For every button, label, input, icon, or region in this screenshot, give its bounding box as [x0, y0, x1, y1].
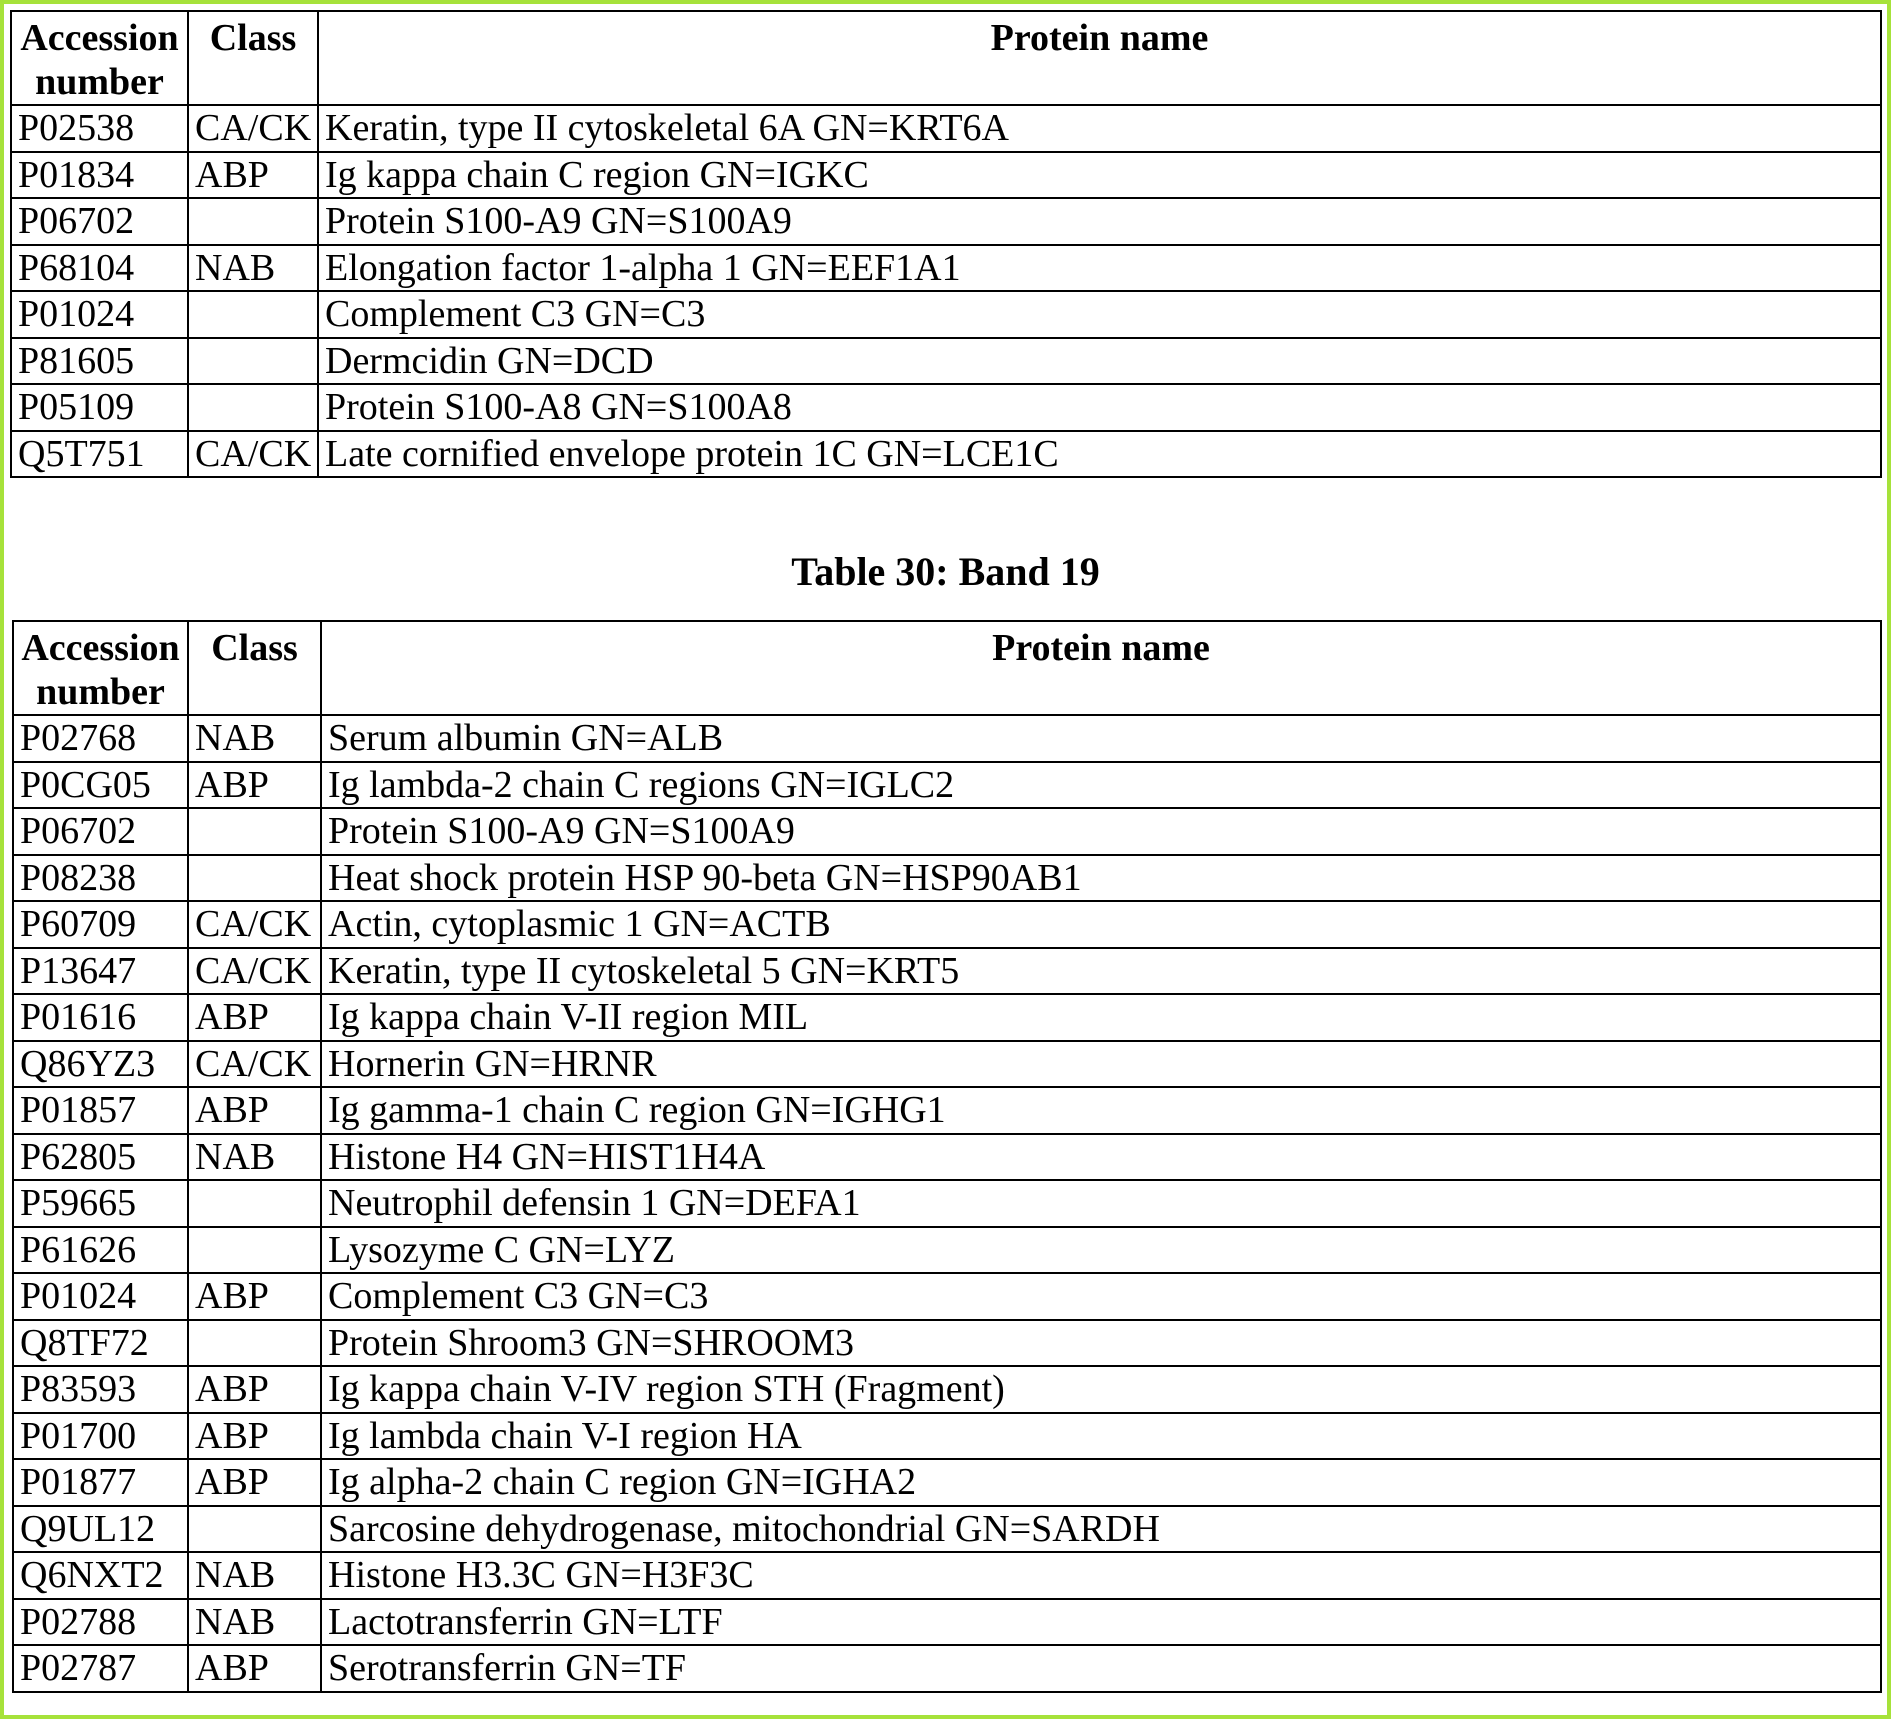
protein-name-cell: Ig kappa chain V-IV region STH (Fragment) [321, 1366, 1881, 1413]
protein-name-cell: Elongation factor 1-alpha 1 GN=EEF1A1 [318, 245, 1881, 292]
accession-cell: P01700 [13, 1413, 188, 1460]
protein-name-cell: Complement C3 GN=C3 [318, 291, 1881, 338]
class-cell: CA/CK [188, 105, 318, 152]
class-cell [188, 291, 318, 338]
accession-cell: P02788 [13, 1599, 188, 1646]
accession-cell: P60709 [13, 901, 188, 948]
protein-name-cell: Keratin, type II cytoskeletal 6A GN=KRT6A [318, 105, 1881, 152]
table-caption: Table 30: Band 19 [791, 549, 1100, 594]
table-row [13, 1552, 1881, 1599]
class-cell [188, 1506, 321, 1553]
table-row [11, 152, 1881, 199]
accession-cell: P59665 [13, 1180, 188, 1227]
header-accession-number: Accession number [11, 11, 188, 105]
accession-cell: P83593 [13, 1366, 188, 1413]
table-row [13, 1180, 1881, 1227]
class-cell: ABP [188, 1366, 321, 1413]
protein-table-top [10, 10, 1882, 478]
header-class: Class [188, 11, 318, 105]
table-row [13, 715, 1881, 762]
class-cell: ABP [188, 152, 318, 199]
table-row [13, 855, 1881, 902]
class-cell: NAB [188, 1599, 321, 1646]
accession-cell: P61626 [13, 1227, 188, 1274]
table-row [13, 1227, 1881, 1274]
class-cell [188, 808, 321, 855]
protein-name-cell: Ig kappa chain V-II region MIL [321, 994, 1881, 1041]
accession-cell: P01024 [11, 291, 188, 338]
table-row [11, 245, 1881, 292]
class-cell [188, 855, 321, 902]
protein-name-cell: Hornerin GN=HRNR [321, 1041, 1881, 1088]
accession-cell: Q8TF72 [13, 1320, 188, 1367]
class-cell: NAB [188, 715, 321, 762]
protein-name-cell: Ig gamma-1 chain C region GN=IGHG1 [321, 1087, 1881, 1134]
class-cell: ABP [188, 1413, 321, 1460]
protein-name-cell: Histone H4 GN=HIST1H4A [321, 1134, 1881, 1181]
accession-cell: P08238 [13, 855, 188, 902]
table-row [13, 901, 1881, 948]
table-row [13, 1041, 1881, 1088]
class-cell: ABP [188, 762, 321, 809]
table-row [13, 762, 1881, 809]
accession-cell: P01877 [13, 1459, 188, 1506]
accession-cell: P01834 [11, 152, 188, 199]
class-cell: CA/CK [188, 901, 321, 948]
class-cell: CA/CK [188, 1041, 321, 1088]
table-row [13, 808, 1881, 855]
table-row [11, 105, 1881, 152]
class-cell: NAB [188, 1134, 321, 1181]
table-row [13, 1459, 1881, 1506]
table-row [13, 994, 1881, 1041]
table-row [13, 1134, 1881, 1181]
table-row [11, 338, 1881, 385]
table-row [11, 431, 1881, 478]
table-row [13, 1413, 1881, 1460]
accession-cell: P01616 [13, 994, 188, 1041]
protein-name-cell: Histone H3.3C GN=H3F3C [321, 1552, 1881, 1599]
protein-name-cell: Lysozyme C GN=LYZ [321, 1227, 1881, 1274]
accession-cell: Q6NXT2 [13, 1552, 188, 1599]
protein-name-cell: Serotransferrin GN=TF [321, 1645, 1881, 1692]
protein-name-cell: Protein S100-A9 GN=S100A9 [318, 198, 1881, 245]
class-cell: ABP [188, 994, 321, 1041]
class-cell: ABP [188, 1273, 321, 1320]
accession-cell: P62805 [13, 1134, 188, 1181]
header-class: Class [188, 621, 321, 715]
protein-name-cell: Protein S100-A9 GN=S100A9 [321, 808, 1881, 855]
table-header-row [13, 621, 1881, 715]
accession-cell: Q9UL12 [13, 1506, 188, 1553]
table-row [13, 1320, 1881, 1367]
protein-name-cell: Protein Shroom3 GN=SHROOM3 [321, 1320, 1881, 1367]
accession-cell: P02538 [11, 105, 188, 152]
protein-name-cell: Heat shock protein HSP 90-beta GN=HSP90AB1 [321, 855, 1881, 902]
class-cell: NAB [188, 1552, 321, 1599]
accession-cell: P68104 [11, 245, 188, 292]
protein-name-cell: Ig lambda chain V-I region HA [321, 1413, 1881, 1460]
table-row [11, 198, 1881, 245]
header-accession-number: Accession number [13, 621, 188, 715]
protein-name-cell: Neutrophil defensin 1 GN=DEFA1 [321, 1180, 1881, 1227]
accession-cell: P01857 [13, 1087, 188, 1134]
accession-cell: Q86YZ3 [13, 1041, 188, 1088]
table-row [13, 1645, 1881, 1692]
accession-cell: P81605 [11, 338, 188, 385]
accession-cell: P0CG05 [13, 762, 188, 809]
class-cell: CA/CK [188, 431, 318, 478]
table-row [13, 1273, 1881, 1320]
table-row [13, 1087, 1881, 1134]
header-protein-name: Protein name [321, 621, 1881, 715]
protein-name-cell: Ig alpha-2 chain C region GN=IGHA2 [321, 1459, 1881, 1506]
class-cell: ABP [188, 1645, 321, 1692]
protein-table-band-19 [12, 620, 1882, 1693]
header-protein-name: Protein name [318, 11, 1881, 105]
protein-name-cell: Lactotransferrin GN=LTF [321, 1599, 1881, 1646]
protein-name-cell: Dermcidin GN=DCD [318, 338, 1881, 385]
class-cell: NAB [188, 245, 318, 292]
class-cell [188, 198, 318, 245]
table-header-row [11, 11, 1881, 105]
accession-cell: P13647 [13, 948, 188, 995]
protein-name-cell: Ig lambda-2 chain C regions GN=IGLC2 [321, 762, 1881, 809]
class-cell [188, 384, 318, 431]
accession-cell: P02768 [13, 715, 188, 762]
table-row [13, 1366, 1881, 1413]
protein-name-cell: Serum albumin GN=ALB [321, 715, 1881, 762]
table-row [13, 948, 1881, 995]
table-row [13, 1599, 1881, 1646]
protein-name-cell: Complement C3 GN=C3 [321, 1273, 1881, 1320]
protein-name-cell: Sarcosine dehydrogenase, mitochondrial GN=SARDH [321, 1506, 1881, 1553]
table-row [11, 291, 1881, 338]
class-cell [188, 1227, 321, 1274]
accession-cell: P01024 [13, 1273, 188, 1320]
class-cell [188, 338, 318, 385]
table-row [13, 1506, 1881, 1553]
accession-cell: P02787 [13, 1645, 188, 1692]
class-cell: ABP [188, 1459, 321, 1506]
protein-name-cell: Ig kappa chain C region GN=IGKC [318, 152, 1881, 199]
class-cell: ABP [188, 1087, 321, 1134]
accession-cell: P06702 [13, 808, 188, 855]
accession-cell: P05109 [11, 384, 188, 431]
accession-cell: P06702 [11, 198, 188, 245]
protein-name-cell: Keratin, type II cytoskeletal 5 GN=KRT5 [321, 948, 1881, 995]
accession-cell: Q5T751 [11, 431, 188, 478]
class-cell [188, 1180, 321, 1227]
class-cell: CA/CK [188, 948, 321, 995]
protein-name-cell: Actin, cytoplasmic 1 GN=ACTB [321, 901, 1881, 948]
table-row [11, 384, 1881, 431]
protein-name-cell: Protein S100-A8 GN=S100A8 [318, 384, 1881, 431]
protein-name-cell: Late cornified envelope protein 1C GN=LCE1C [318, 431, 1881, 478]
class-cell [188, 1320, 321, 1367]
